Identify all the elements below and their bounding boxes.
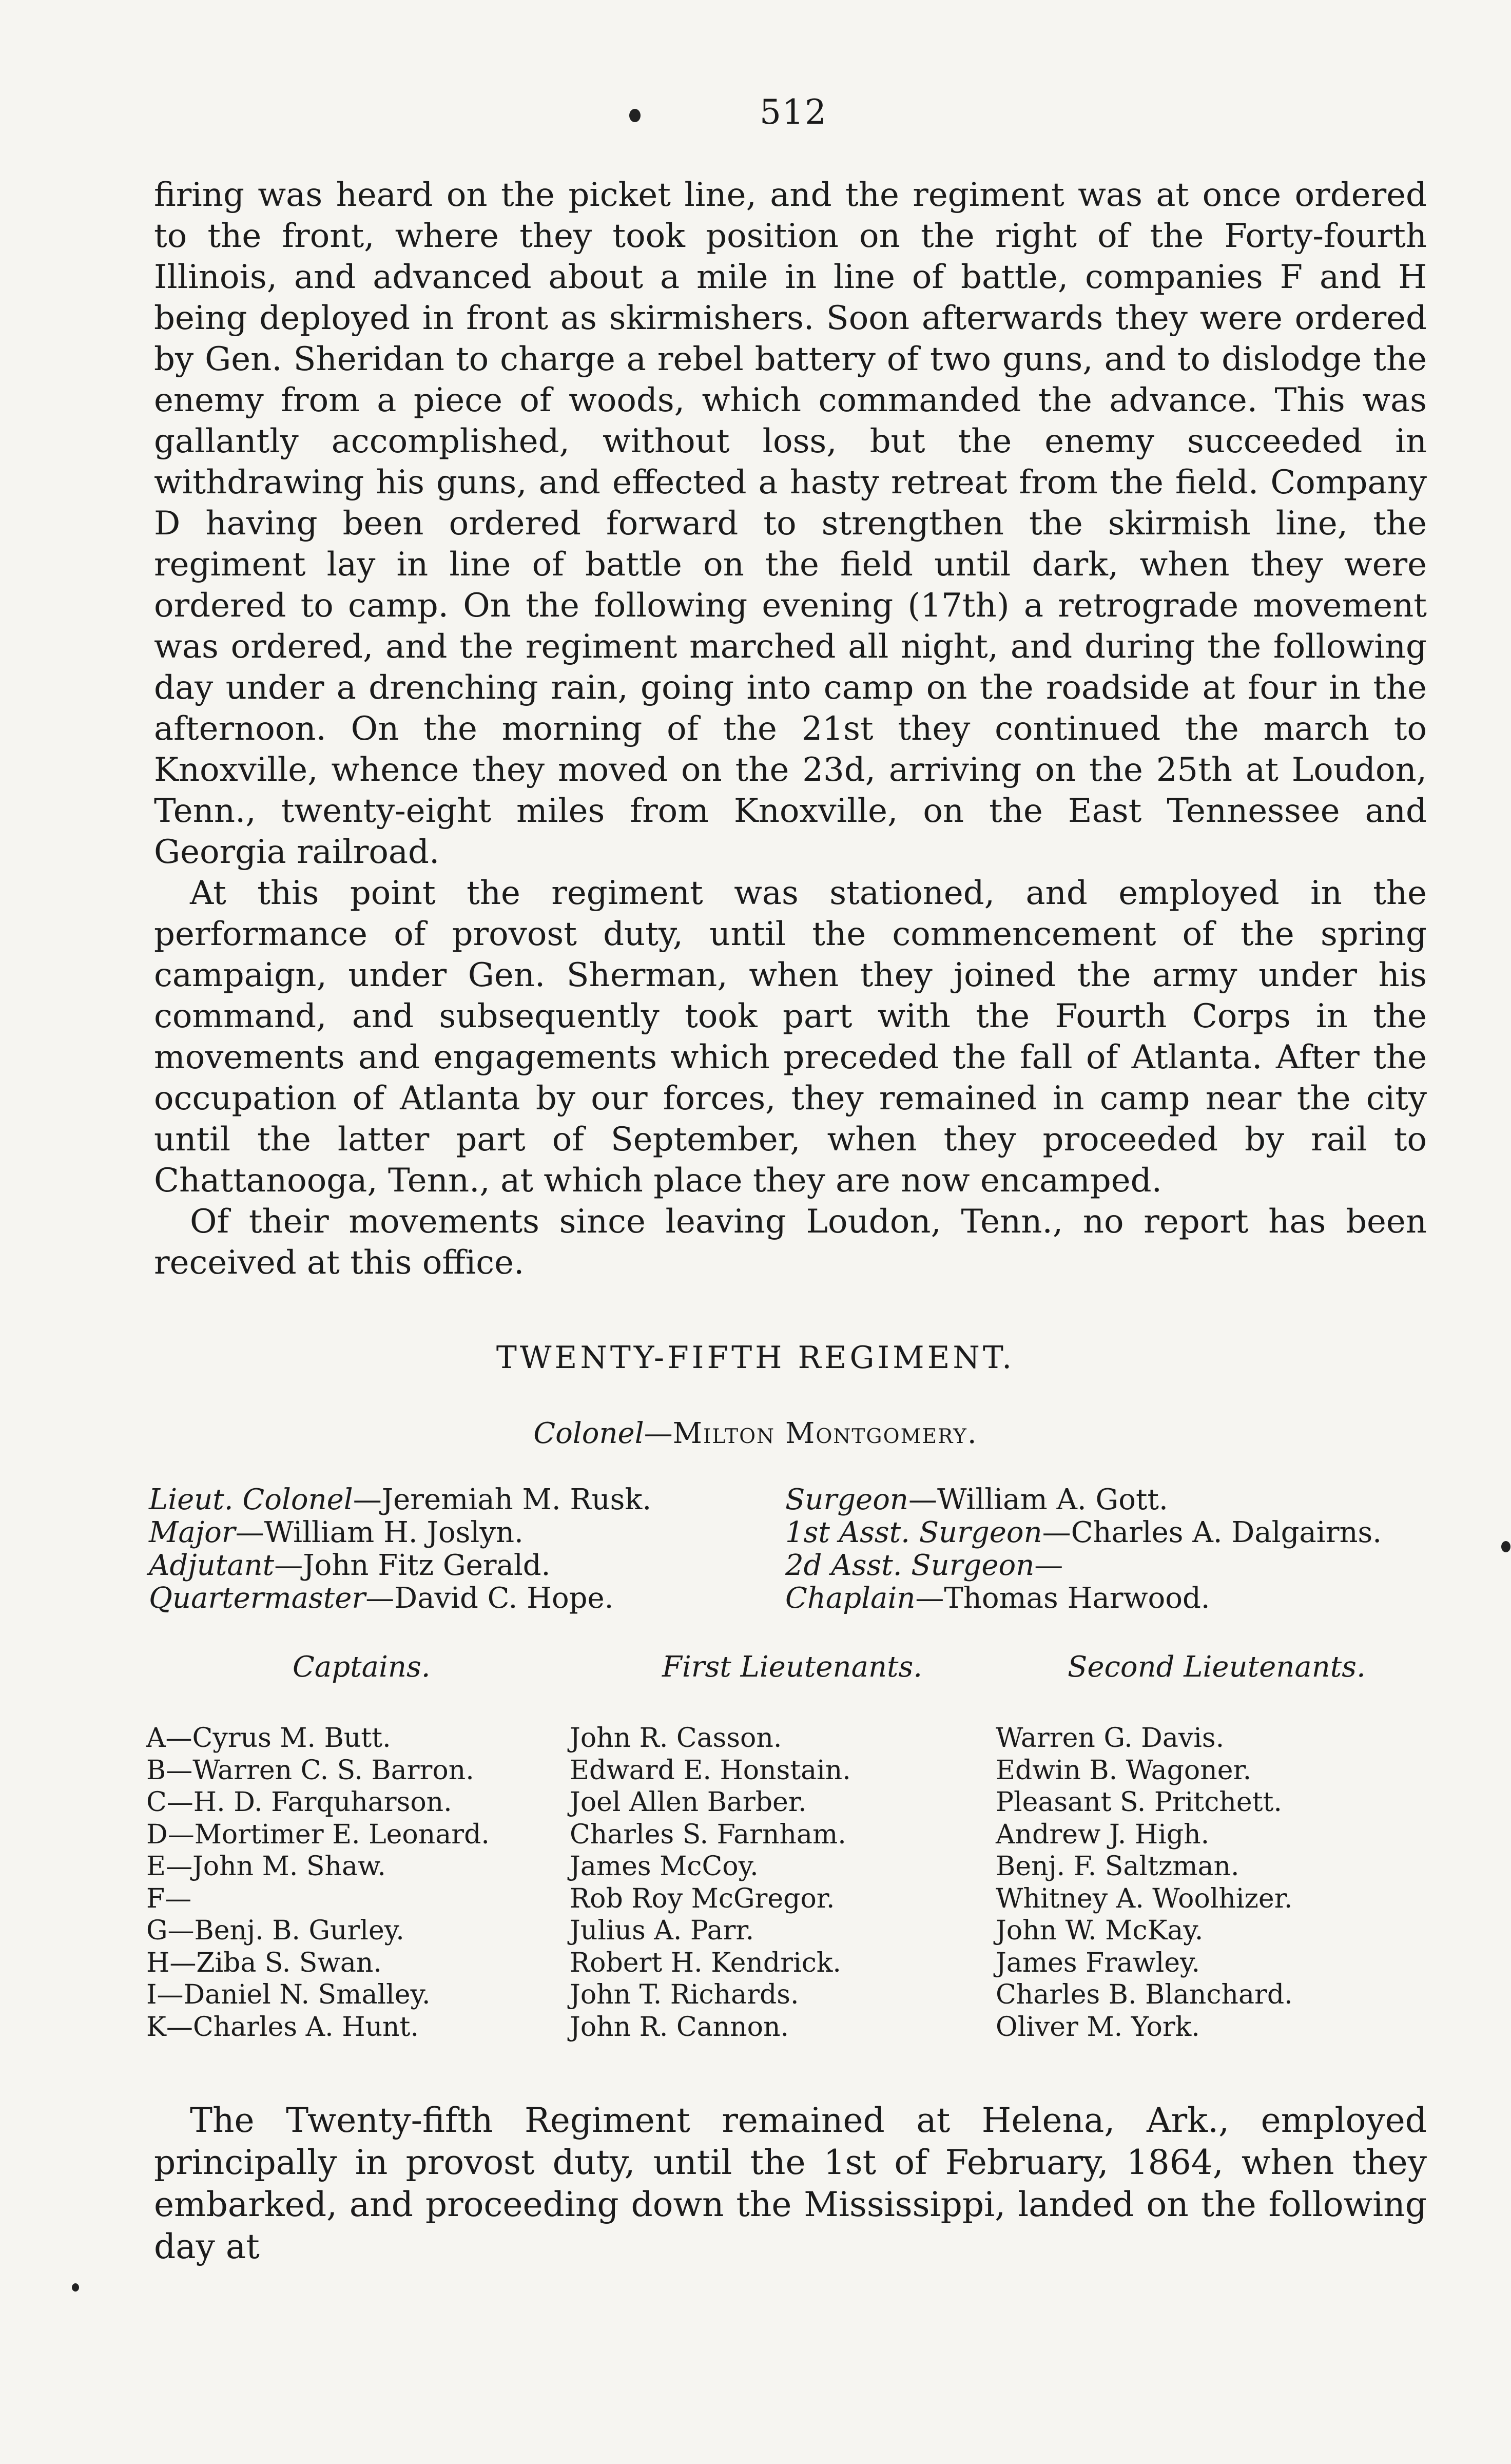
list-item: Julius A. Parr. [570,1915,754,1946]
list-item: K—Charles A. Hunt. [146,2011,419,2043]
list-item: F— [146,1883,192,1914]
list-item: H—Ziba S. Swan. [146,1947,382,1978]
staff-name: David C. Hope. [394,1582,614,1615]
staff-entry: 2d Asst. Surgeon— [785,1549,1063,1582]
staff-entry: Major—William H. Joslyn. [149,1516,524,1549]
staff-entry: Lieut. Colonel—Jeremiah M. Rusk. [149,1483,652,1516]
ink-spot [72,2283,79,2292]
closing-paragraph: The Twenty-fifth Regiment remained at Helena, Ark., employed principally in provost duty, until the 1st of February, 1864, when they embarked, and proceeding down the Mississippi, landed on the following day at [154,2101,1427,2266]
staff-name: John Fitz Gerald. [303,1549,551,1582]
list-item: B—Warren C. S. Barron. [146,1755,474,1786]
list-item: James McCoy. [570,1851,759,1882]
staff-title: Chaplain [785,1582,916,1615]
staff-title: Lieut. Colonel [149,1483,353,1516]
list-item: Edward E. Honstain. [570,1755,851,1786]
list-item: Andrew J. High. [996,1819,1210,1850]
list-item: John R. Casson. [570,1723,782,1754]
staff-title: Adjutant [149,1549,275,1582]
list-item: John R. Cannon. [570,2011,789,2043]
list-item: Benj. F. Saltzman. [996,1851,1239,1882]
captains-header: Captains. [293,1650,431,1684]
staff-title: 2d Asst. Surgeon [785,1549,1035,1582]
list-item: Charles B. Blanchard. [996,1979,1293,2010]
first-lieutenants-list [570,1722,851,2043]
list-item: Joel Allen Barber. [570,1787,807,1818]
paragraph-3: Of their movements since leaving Loudon, Tenn., no report has been received at this office. [154,1203,1427,1282]
paragraph-2: At this point the regiment was stationed, and employed in the performance of provost duty, until the commencement of the spring campaign, under Gen. Sherman, when they joined the army under his command, and subsequently took part with the Fourth Corps in the movements and engagements which preceded the fall of Atlanta. After the occupation of Atlanta by our forces, they remained in camp near the city until the latter part of September, when they proceeded by rail to Chattanooga, Tenn., at which place they are now encamped. [154,874,1427,1200]
colonel-line: Colonel—Milton Montgomery. [533,1417,978,1450]
captains-list [146,1722,490,2043]
list-item: John W. McKay. [996,1915,1204,1946]
ink-spot [629,109,641,122]
staff-entry: Surgeon—William A. Gott. [785,1483,1168,1516]
list-item: Robert H. Kendrick. [570,1947,841,1978]
list-item: Whitney A. Woolhizer. [996,1883,1293,1914]
staff-title: Surgeon [785,1483,908,1516]
list-item: Pleasant S. Pritchett. [996,1787,1282,1818]
list-item: John T. Richards. [570,1979,799,2010]
staff-name: Jeremiah M. Rusk. [381,1483,652,1516]
page-number: 512 [760,92,827,132]
first-lieutenants-header: First Lieutenants. [662,1650,923,1684]
list-item: I—Daniel N. Smalley. [146,1979,431,2010]
staff-entry: Quartermaster—David C. Hope. [149,1582,614,1615]
staff-title: Major [149,1516,236,1549]
staff-entry: Adjutant—John Fitz Gerald. [149,1549,551,1582]
colonel-title: Colonel [533,1417,644,1450]
paragraph-1: firing was heard on the picket line, and the regiment was at once ordered to the front, where they took position on the right of the Forty-fourth Illinois, and advanced about a mile in line of battle, companies F and H being deployed in front as skirmishers. Soon afterwards they were ordered by Gen. Sheridan to charge a rebel battery of two guns, and to dislodge the enemy from a piece of woods, which commanded the advance. This was gallantly accomplished, without loss, but the enemy succeeded in withdrawing his guns, and effected a hasty retreat from the field. Company D having been ordered forward to strengthen the skirmish line, the regiment lay in line of battle on the field until dark, when they were ordered to camp. On the following evening (17th) a retrograde movement was ordered, and the regiment marched all night, and during the following day under a drenching rain, going into camp on the roadside at four in the afternoon. On the morning of the 21st they continued the march to Knoxville, whence they moved on the 23d, arriving on the 25th at Loudon, Tenn., twenty-eight miles from Knoxville, on the East Tennessee and Georgia railroad. [154,176,1427,871]
list-item: Edwin B. Wagoner. [996,1755,1252,1786]
second-lieutenants-list [996,1722,1293,2043]
list-item: A—Cyrus M. Butt. [146,1723,391,1754]
list-item: E—John M. Shaw. [146,1851,386,1882]
list-item: Charles S. Farnham. [570,1819,846,1850]
staff-name: William H. Joslyn. [264,1516,524,1549]
staff-title: Quartermaster [149,1582,366,1615]
staff-name: William A. Gott. [937,1483,1168,1516]
list-item: C—H. D. Farquharson. [146,1787,452,1818]
staff-name: Charles A. Dalgairns. [1071,1516,1382,1549]
staff-right-column [785,1484,1382,1615]
staff-entry: 1st Asst. Surgeon—Charles A. Dalgairns. [785,1516,1382,1549]
list-item: D—Mortimer E. Leonard. [146,1819,490,1850]
list-item: James Frawley. [996,1947,1200,1978]
list-item: Rob Roy McGregor. [570,1883,835,1914]
list-item: Warren G. Davis. [996,1723,1225,1754]
colonel-name: Milton Montgomery. [672,1417,978,1450]
staff-name: Thomas Harwood. [944,1582,1210,1615]
staff-entry: Chaplain—Thomas Harwood. [785,1582,1210,1615]
regiment-heading: TWENTY-FIFTH REGIMENT. [496,1340,1015,1376]
second-lieutenants-header: Second Lieutenants. [1068,1650,1366,1684]
staff-title: 1st Asst. Surgeon [785,1516,1042,1549]
list-item: Oliver M. York. [996,2011,1200,2043]
ink-spot [1501,1541,1510,1552]
staff-left-column [149,1484,651,1615]
list-item: G—Benj. B. Gurley. [146,1915,404,1946]
